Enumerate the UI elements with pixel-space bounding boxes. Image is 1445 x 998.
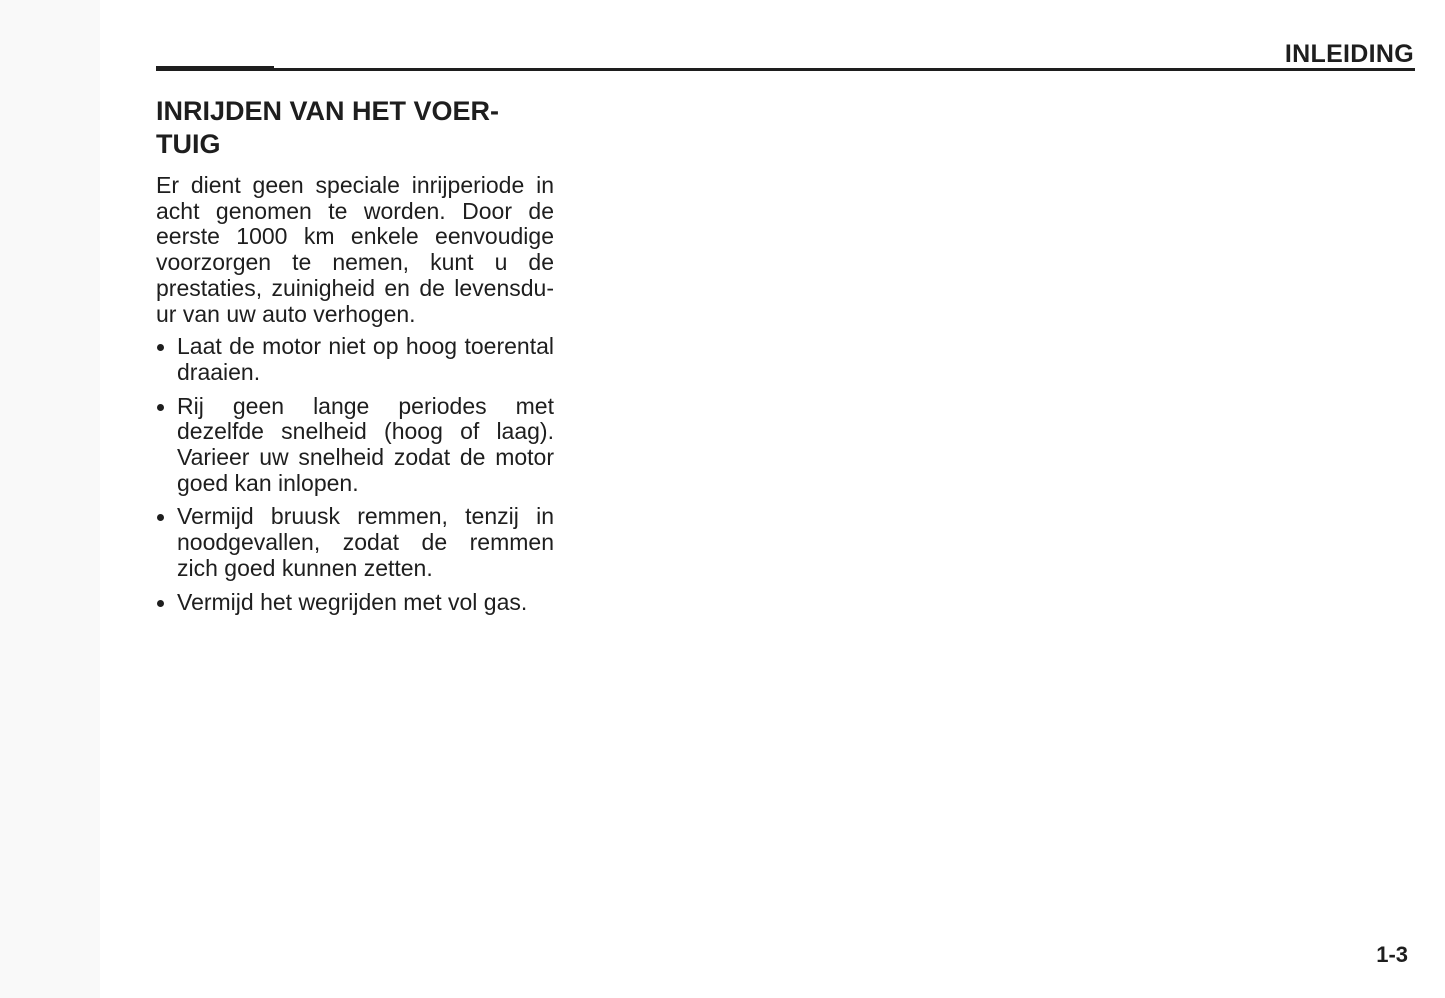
running-head: INLEIDING — [1284, 40, 1414, 68]
text-column — [156, 95, 554, 623]
page-gutter — [0, 0, 100, 998]
list-item-line: dezelfde snelheid (hoog of laag). — [177, 418, 554, 445]
list-item-line: Vermijd bruusk remmen, tenzij in — [177, 503, 554, 530]
list-item-line: Laat de motor niet op hoog toerental — [177, 333, 554, 360]
list-item — [156, 394, 554, 497]
heading-line: INRIJDEN VAN HET VOER- — [156, 96, 500, 126]
intro-paragraph — [156, 173, 554, 327]
paragraph-line: ur van uw auto verhogen. — [156, 300, 416, 327]
list-item-line: Rij geen lange periodes met — [177, 392, 554, 419]
paragraph-line: acht genomen te worden. Door de — [156, 197, 554, 224]
list-item-line: Vermijd het wegrijden met vol gas. — [177, 588, 528, 615]
list-item-line: noodgevallen, zodat de remmen — [177, 529, 554, 556]
paragraph-line: Er dient geen speciale inrijperiode in — [156, 172, 554, 198]
bullet-icon — [157, 404, 164, 411]
paragraph-line: prestaties, zuinigheid en de levensdu- — [156, 274, 554, 301]
list-item-line: goed kan inlopen. — [177, 469, 359, 496]
bullet-icon — [157, 514, 164, 521]
list-item — [156, 334, 554, 385]
bullet-icon — [157, 600, 164, 607]
list-item — [156, 504, 554, 581]
paragraph-line: voorzorgen te nemen, kunt u de — [156, 249, 554, 276]
page-number: 1-3 — [1376, 942, 1408, 967]
list-item-line: draaien. — [177, 358, 261, 385]
list-item-line: zich goed kunnen zetten. — [177, 554, 433, 581]
paragraph-line: eerste 1000 km enkele eenvoudige — [156, 223, 554, 250]
advice-list — [156, 334, 554, 615]
section-heading — [156, 95, 554, 161]
list-item-line: Varieer uw snelheid zodat de motor — [177, 444, 554, 471]
list-item — [156, 590, 554, 616]
header-rule — [156, 68, 1415, 71]
heading-line: TUIG — [156, 129, 221, 159]
bullet-icon — [157, 344, 164, 351]
